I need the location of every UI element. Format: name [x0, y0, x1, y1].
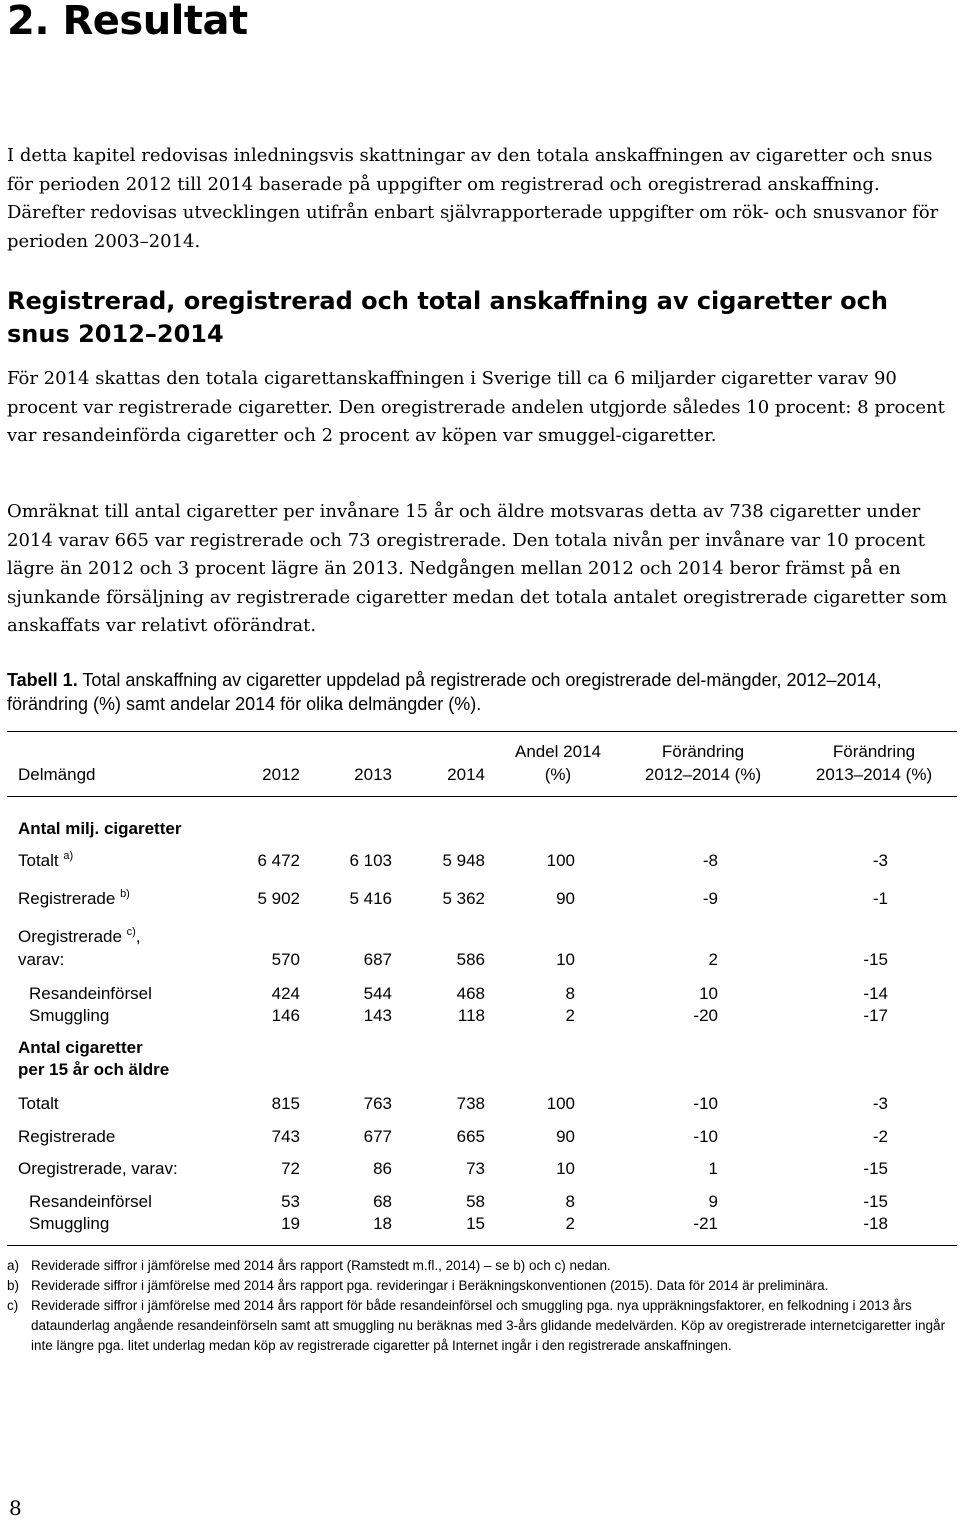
cell-2013: 677	[363, 1127, 392, 1146]
cell-2012: 72	[281, 1159, 300, 1178]
cell-2013: 687	[363, 950, 392, 969]
cell-forandring1: -21	[693, 1214, 718, 1233]
footnotes	[7, 1256, 952, 1356]
row-label: Totalt $^{a)}$	[18, 850, 74, 870]
cell-2012: 570	[271, 950, 300, 969]
row-label: Registrerade $^{b)}$	[18, 888, 130, 908]
cell-2013: 763	[363, 1094, 392, 1113]
cell-2013: 68	[373, 1192, 392, 1211]
cell-andel: 10	[556, 950, 575, 969]
cell-2014: 738	[456, 1094, 485, 1113]
paragraph-2: Omräknat till antal cigaretter per invånare 15 år och äldre motsvaras detta av 738 cigaretter under 2014 varav 665 var registrerade och 73 oregistrerade. Den totala nivån per invånare var 10 procent lägre än 2012 och 3 procent lägre än 2013. Nedgången mellan 2012 och 2014 beror främst på en sjunkande försäljning av registrerade cigaretter medan det totala antalet oregistrerade cigaretter som anskaffats var relativt oförändrat.	[7, 501, 948, 636]
cell-2012: 424	[271, 984, 300, 1003]
cell-forandring1: 10	[699, 984, 718, 1003]
cell-2014: 118	[457, 1006, 485, 1025]
cell-forandring1: -8	[702, 851, 718, 870]
header-forandring2-line1: Förändring	[832, 742, 916, 761]
cell-2014: 586	[456, 950, 485, 969]
cell-2013: 5 416	[349, 889, 392, 908]
cell-forandring2: -2	[872, 1127, 888, 1146]
cell-andel: 2	[565, 1214, 575, 1233]
cell-andel: 2	[565, 1006, 575, 1025]
row-label: Registrerade	[18, 1127, 116, 1146]
cell-2012: 146	[271, 1006, 300, 1025]
cell-2013: 6 103	[349, 851, 392, 870]
cell-forandring2: -3	[872, 1094, 888, 1113]
header-2013: 2013	[354, 765, 392, 784]
header-forandring1-line1: Förändring	[661, 742, 745, 761]
table-caption-label: Tabell 1.	[7, 670, 78, 690]
cell-2014: 468	[456, 984, 485, 1003]
table-header-rule	[7, 796, 957, 797]
cell-2012: 743	[271, 1127, 300, 1146]
cell-andel: 10	[556, 1159, 575, 1178]
table-top-rule	[7, 731, 957, 732]
cell-forandring2: -18	[863, 1214, 888, 1233]
row-label: Resandeinförsel	[29, 1192, 152, 1211]
cell-forandring1: -20	[693, 1006, 718, 1025]
page-number: 8	[9, 1496, 22, 1520]
cell-forandring2: -15	[863, 1192, 888, 1211]
row-label: Resandeinförsel	[29, 984, 152, 1003]
cell-2012: 5 902	[257, 889, 300, 908]
cell-2012: 53	[281, 1192, 300, 1211]
cell-2012: 19	[281, 1214, 300, 1233]
table-caption	[7, 668, 907, 716]
table-bottom-rule	[7, 1245, 957, 1246]
table-caption-text: Total anskaffning av cigaretter uppdelad på registrerade och oregistrerade del-mängder, 2012–2014, förändring (%) samt andelar 2014 för olika delmängder (%).	[7, 670, 882, 714]
cell-forandring2: -15	[863, 950, 888, 969]
section2-title-line1: Antal cigaretter	[18, 1038, 143, 1057]
cell-andel: 90	[556, 889, 575, 908]
cell-2013: 18	[373, 1214, 392, 1233]
cell-2013: 544	[363, 984, 392, 1003]
cell-andel: 8	[565, 1192, 575, 1211]
cell-2012: 6 472	[257, 851, 300, 870]
header-andel-line2: (%)	[544, 765, 572, 784]
row-label: Totalt	[18, 1094, 59, 1113]
header-2014: 2014	[447, 765, 485, 784]
header-forandring2-line2: 2013–2014 (%)	[815, 765, 933, 784]
row-label: Oregistrerade $^{c)}$,	[18, 926, 141, 946]
cell-2013: 143	[363, 1006, 392, 1025]
header-delmangd: Delmängd	[18, 765, 96, 784]
cell-2014: 58	[466, 1192, 485, 1211]
section-heading: Registrerad, oregistrerad och total anskaffning av cigaretter och snus 2012–2014	[7, 287, 888, 348]
cell-andel: 90	[556, 1127, 575, 1146]
intro-paragraph: I detta kapitel redovisas inledningsvis skattningar av den totala anskaffningen av cigaretter och snus för perioden 2012 till 2014 baserade på uppgifter om registrerad och oregistrerad anskaffning. Därefter redovisas utvecklingen utifrån enbart självrapporterade uppgifter om rök- och snusvanor för perioden 2003–2014.	[7, 145, 939, 252]
row-label: Smuggling	[29, 1006, 110, 1025]
cell-2014: 5 948	[442, 851, 485, 870]
cell-2014: 665	[456, 1127, 485, 1146]
cell-forandring1: 2	[708, 950, 718, 969]
section1-title: Antal milj. cigaretter	[18, 819, 182, 838]
cell-forandring1: 9	[708, 1192, 718, 1211]
footnote-c: c) Reviderade siffror i jämförelse med 2014 års rapport för både resandeinförsel och smuggling pga. nya uppräkningsfaktorer, en felkodning i 2013 års dataunderlag angående resandeinförseln samt att smuggling nu beräknas med 3-års glidande medelvärden. Köp av oregistrerade internetcigaretter ingår inte längre pga. litet underlag medan köp av registrerade cigaretter på Internet ingår i den registrerade anskaffningen.	[7, 1298, 946, 1353]
cell-andel: 100	[546, 851, 575, 870]
cell-forandring2: -14	[863, 984, 888, 1003]
row-label: Oregistrerade, varav:	[18, 1159, 178, 1178]
header-forandring1-line2: 2012–2014 (%)	[644, 765, 762, 784]
cell-forandring2: -3	[872, 851, 888, 870]
row-label-line2: varav:	[18, 950, 65, 969]
cell-2014: 5 362	[442, 889, 485, 908]
footnote-a: a) Reviderade siffror i jämförelse med 2014 års rapport (Ramstedt m.fl., 2014) – se b) och c) nedan.	[7, 1258, 611, 1273]
cell-forandring1: -10	[693, 1127, 718, 1146]
section2-title-line2: per 15 år och äldre	[18, 1060, 170, 1079]
chapter-heading: 2. Resultat	[7, 0, 248, 44]
cell-2013: 86	[373, 1159, 392, 1178]
row-label: Smuggling	[29, 1214, 110, 1233]
cell-forandring1: -9	[702, 889, 718, 908]
header-andel-line1: Andel 2014	[514, 742, 602, 761]
cell-forandring2: -15	[863, 1159, 888, 1178]
cell-forandring2: -1	[872, 889, 888, 908]
cell-2014: 15	[466, 1214, 485, 1233]
cell-forandring1: 1	[708, 1159, 718, 1178]
cell-forandring1: -10	[693, 1094, 718, 1113]
cell-forandring2: -17	[863, 1006, 888, 1025]
cell-andel: 8	[565, 984, 575, 1003]
cell-2014: 73	[466, 1159, 485, 1178]
cell-andel: 100	[546, 1094, 575, 1113]
paragraph-1: För 2014 skattas den totala cigarettanskaffningen i Sverige till ca 6 miljarder cigaretter varav 90 procent var registrerade cigaretter. Den oregistrerade andelen utgjorde således 10 procent: 8 procent var resandeinförda cigaretter och 2 procent av köpen var smuggel-cigaretter.	[7, 368, 945, 446]
cell-2012: 815	[271, 1094, 300, 1113]
footnote-b: b) Reviderade siffror i jämförelse med 2014 års rapport pga. revideringar i Beräkningskonventionen (2015). Data för 2014 är preliminära.	[7, 1278, 829, 1293]
header-2012: 2012	[262, 765, 300, 784]
